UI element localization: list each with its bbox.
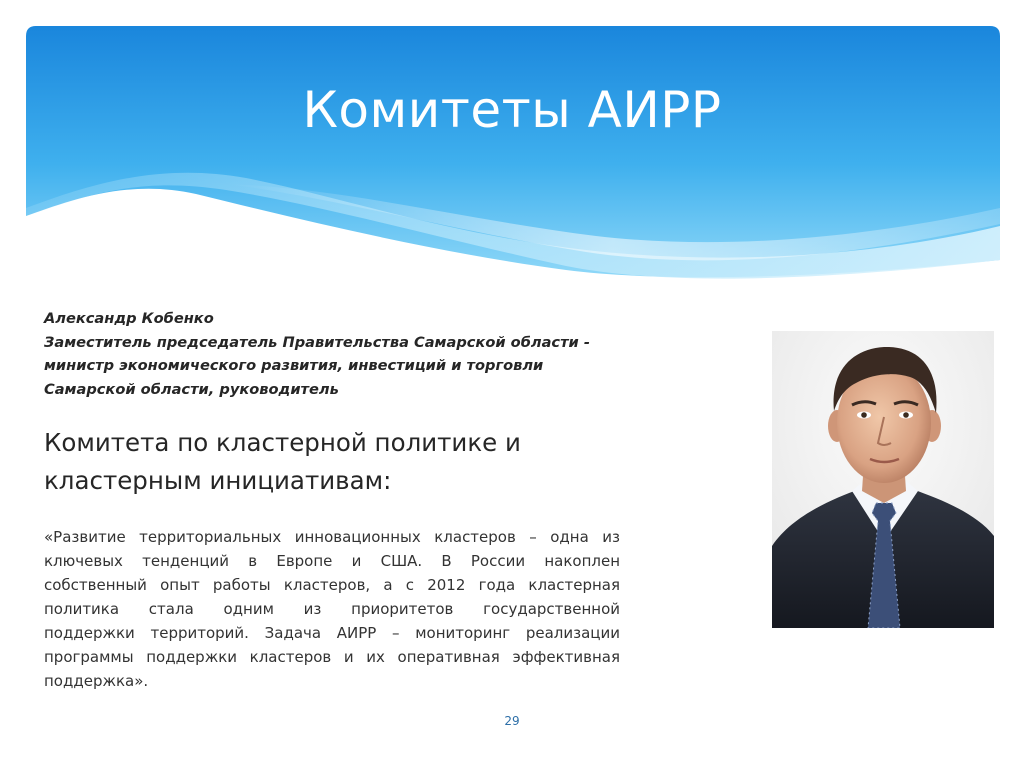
header-wave-graphic: [26, 26, 1000, 286]
slide-title: Комитеты АИРР: [302, 81, 722, 139]
committee-heading-line: Комитета по кластерной политике и: [44, 428, 521, 457]
person-position-line: Самарской области, руководитель: [44, 380, 339, 398]
quote-text: [44, 525, 620, 693]
quote-line: поддержка».: [44, 672, 149, 690]
committee-heading-line: кластерным инициативам:: [44, 466, 392, 495]
person-position-line: Заместитель председатель Правительства Самарской области -: [44, 333, 590, 351]
header-banner: [26, 26, 1000, 286]
committee-heading: [44, 424, 644, 500]
quote-line: поддержки территорий. Задача АИРР – мониторинг реализации: [44, 624, 620, 642]
page-number: 29: [504, 714, 520, 728]
person-info: [44, 307, 624, 401]
quote-line: политика стала одним из приоритетов государственной: [44, 600, 620, 618]
person-portrait-icon: [772, 331, 994, 628]
quote-line: ключевых тенденций в Европе и США. В России накоплен: [44, 552, 620, 570]
quote-line: программы поддержки кластеров и их оперативная эффективная: [44, 648, 620, 666]
person-position-line: министр экономического развития, инвестиций и торговли: [44, 357, 544, 374]
quote-line: собственный опыт работы кластеров, а с 2012 года кластерная: [44, 576, 620, 594]
quote-line: «Развитие территориальных инновационных кластеров – одна из: [44, 528, 620, 546]
person-name: Александр Кобенко: [44, 310, 214, 327]
